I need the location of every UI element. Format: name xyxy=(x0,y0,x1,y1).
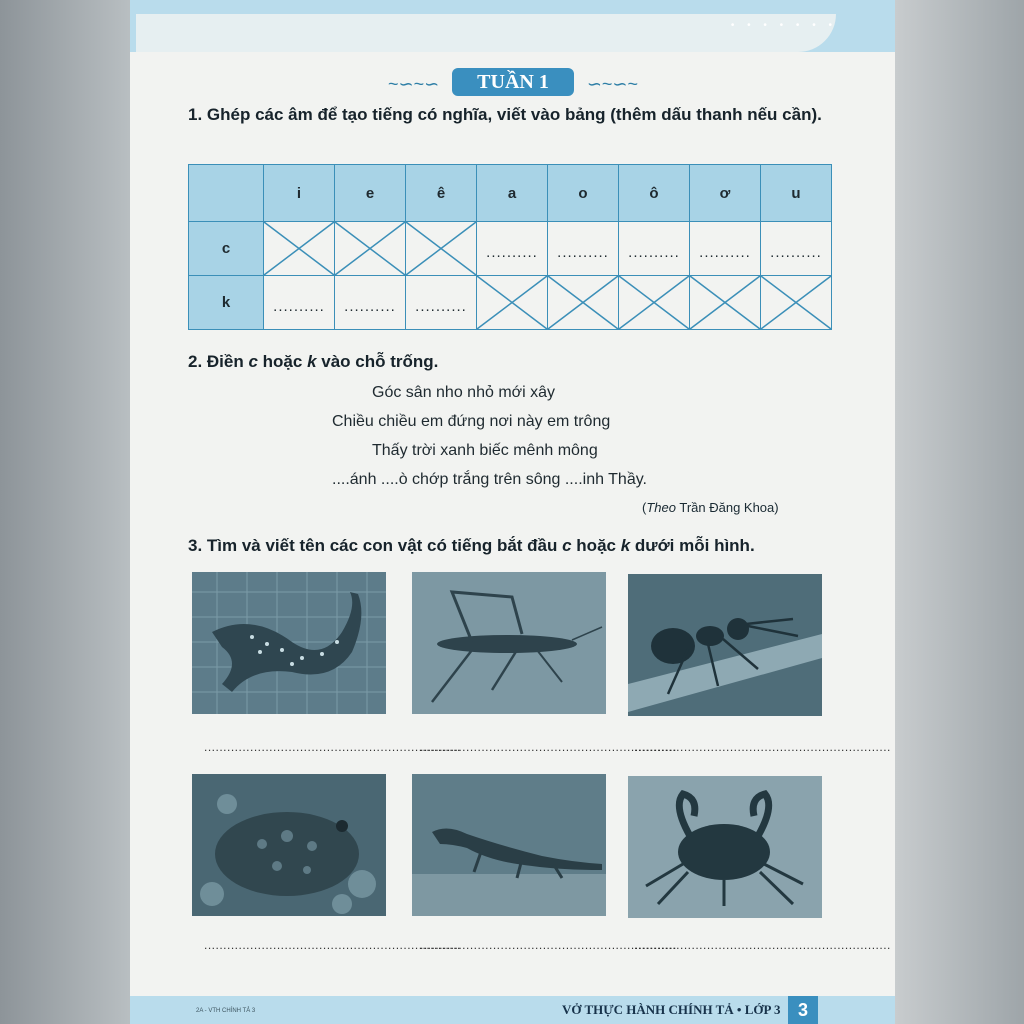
crossed-cell xyxy=(477,276,548,330)
crossed-cell xyxy=(619,276,690,330)
background-desk-right xyxy=(894,0,1024,1024)
question-2-text xyxy=(188,352,438,372)
q3-letter-k: k xyxy=(620,536,631,555)
source-author: Trần Đăng Khoa) xyxy=(675,500,779,515)
top-decoration-dots: • • • • • • • xyxy=(730,20,837,31)
crossed-cell xyxy=(548,276,619,330)
week-label: TUẦN 1 xyxy=(452,68,574,96)
crossed-cell xyxy=(761,276,832,330)
q2-letter-k: k xyxy=(307,352,317,371)
poem-line: Thấy trời xanh biếc mênh mông xyxy=(372,442,598,459)
poem-line: Chiều chiều em đứng nơi này em trông xyxy=(332,413,611,430)
answer-blank-cell[interactable]: .......... xyxy=(761,222,832,276)
source-theo: Theo xyxy=(646,500,676,515)
crossed-cell xyxy=(690,276,761,330)
q3-text-pre: 3. Tìm và viết tên các con vật có tiếng bắt đầu xyxy=(188,536,563,555)
monitor-lizard-photo xyxy=(412,774,606,916)
grasshopper-photo xyxy=(412,572,606,714)
answer-blank-cell[interactable]: .......... xyxy=(477,222,548,276)
lizard-photo xyxy=(192,572,386,714)
row-header: c xyxy=(189,222,264,276)
q2-text-mid: hoặc xyxy=(257,352,308,371)
poem-source: (Theo Trần Đăng Khoa) xyxy=(642,500,779,515)
answer-line[interactable]: ................................................................... xyxy=(204,938,461,952)
answer-blank-cell[interactable]: .......... xyxy=(264,276,335,330)
answer-line[interactable]: ................................................................... xyxy=(420,938,677,952)
table-row-k xyxy=(189,276,832,330)
column-header: o xyxy=(548,165,619,222)
footer-code: 2A - VTH CHÍNH TẢ 3 xyxy=(196,1008,256,1014)
ornament-right-icon: ∽~∽~ xyxy=(586,74,638,94)
row-header: k xyxy=(189,276,264,330)
answer-blank-cell[interactable]: .......... xyxy=(619,222,690,276)
table-corner-cell xyxy=(189,165,264,222)
answer-line[interactable]: ................................................................... xyxy=(420,740,677,754)
table-header-row xyxy=(189,165,832,222)
answer-line[interactable]: ................................................................... xyxy=(634,938,891,952)
question-3-text xyxy=(188,536,755,556)
poem-line: Góc sân nho nhỏ mới xây xyxy=(372,384,556,401)
crossed-cell xyxy=(335,222,406,276)
answer-blank-cell[interactable]: .......... xyxy=(548,222,619,276)
crab-photo xyxy=(628,776,822,918)
answer-line[interactable]: ................................................................... xyxy=(634,740,891,754)
poem-line: ....ánh ....ò chớp trắng trên sông ....inh Thầy. xyxy=(332,471,647,488)
q2-letter-c: c xyxy=(248,352,258,371)
column-header: ơ xyxy=(690,165,761,222)
crossed-cell xyxy=(264,222,335,276)
q3-text-post: dưới mỗi hình. xyxy=(630,536,755,555)
ant-photo xyxy=(628,574,822,716)
q3-text-mid: hoặc xyxy=(571,536,621,555)
answer-blank-cell[interactable]: .......... xyxy=(690,222,761,276)
week-header xyxy=(388,68,638,98)
column-header: ê xyxy=(406,165,477,222)
column-header: u xyxy=(761,165,832,222)
ornament-left-icon: ~∽~∽ xyxy=(388,74,440,94)
syllable-table xyxy=(188,164,832,330)
answer-line[interactable]: ................................................................... xyxy=(204,740,461,754)
toad-photo xyxy=(192,774,386,916)
column-header: ô xyxy=(619,165,690,222)
q2-text-post: vào chỗ trống. xyxy=(316,352,439,371)
table-row-c xyxy=(189,222,832,276)
answer-blank-cell[interactable]: .......... xyxy=(335,276,406,330)
workbook-page xyxy=(130,0,895,1024)
answer-blank-cell[interactable]: .......... xyxy=(406,276,477,330)
question-1-text: 1. Ghép các âm để tạo tiếng có nghĩa, viết vào bảng (thêm dấu thanh nếu cần). xyxy=(188,105,822,124)
column-header: a xyxy=(477,165,548,222)
column-header: e xyxy=(335,165,406,222)
footer-title: VỞ THỰC HÀNH CHÍNH TẢ • LỚP 3 xyxy=(562,1002,781,1017)
column-header: i xyxy=(264,165,335,222)
q2-text-pre: 2. Điền xyxy=(188,352,249,371)
page-number: 3 xyxy=(788,996,818,1024)
crossed-cell xyxy=(406,222,477,276)
q3-letter-c: c xyxy=(562,536,572,555)
background-desk-left xyxy=(0,0,132,1024)
